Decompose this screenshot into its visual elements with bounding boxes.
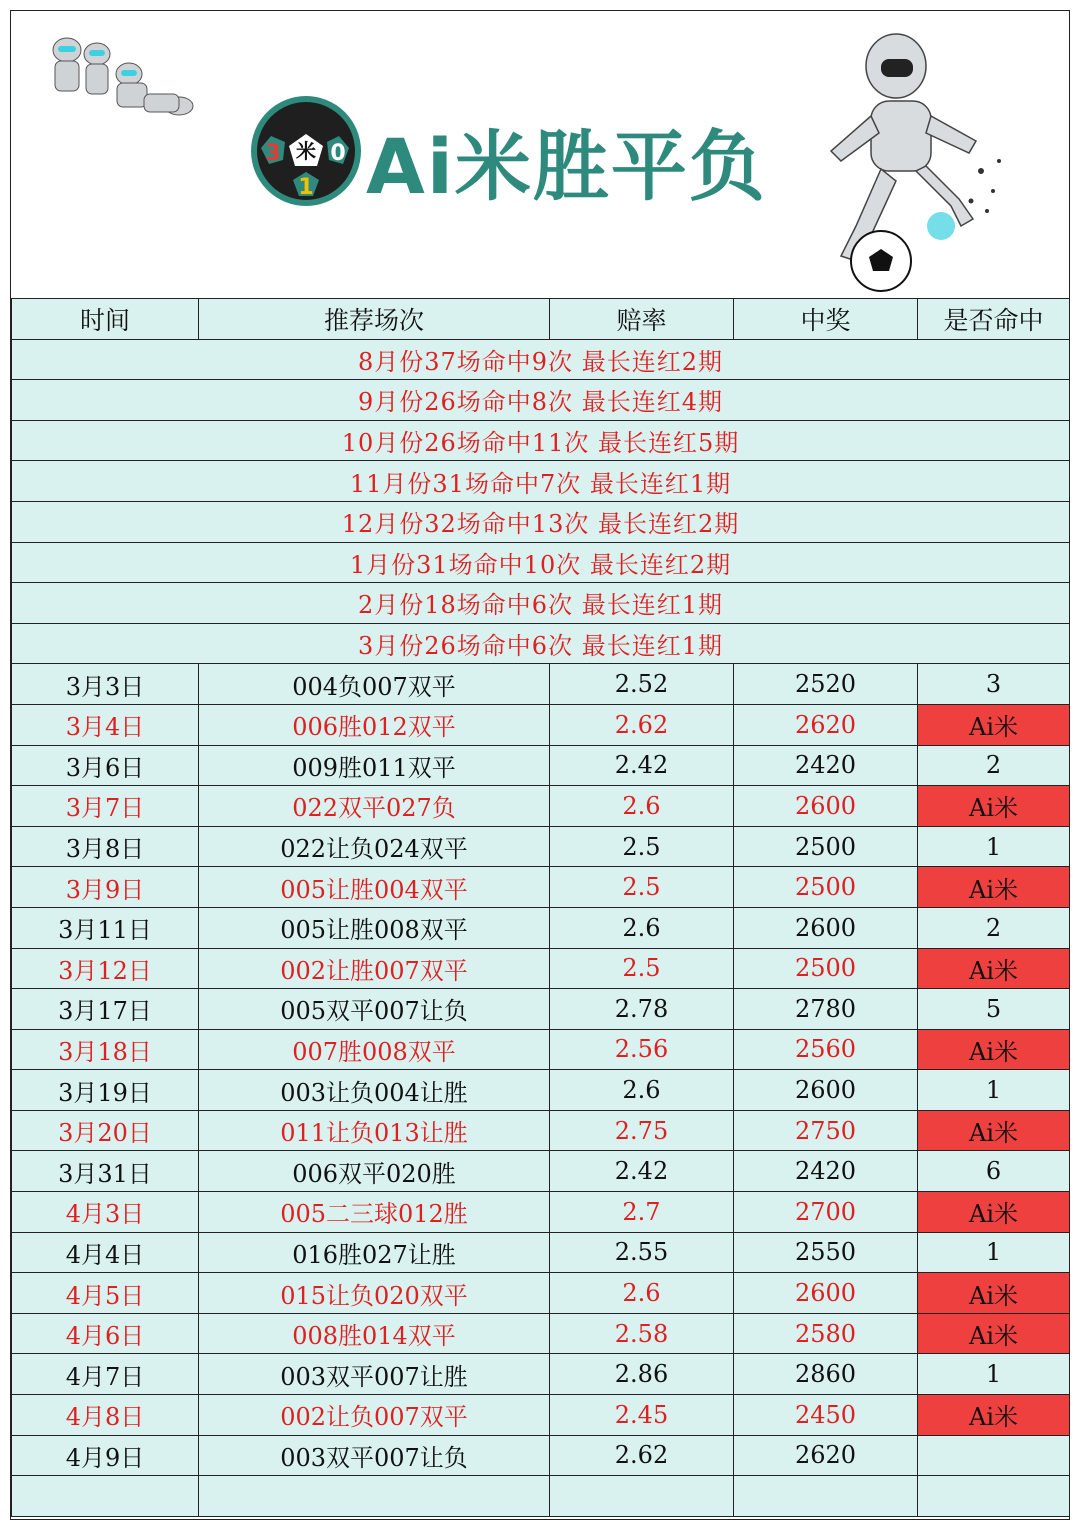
table-row xyxy=(12,1354,1070,1395)
cell-match: 022双平027负 xyxy=(199,786,550,827)
cell-prize: 2600 xyxy=(734,907,918,948)
summary-row xyxy=(12,542,1070,583)
cell-result xyxy=(918,1435,1070,1476)
cell-prize: 2580 xyxy=(734,1313,918,1354)
cell-prize: 2520 xyxy=(734,664,918,705)
cell-date: 3月4日 xyxy=(12,704,199,745)
cell-odds: 2.62 xyxy=(550,1435,734,1476)
cell-odds: 2.5 xyxy=(550,826,734,867)
ball-digit-3: 3 xyxy=(265,141,281,166)
summary-row xyxy=(12,420,1070,461)
cell-odds: 2.6 xyxy=(550,1273,734,1314)
cell-result: Ai米 xyxy=(918,786,1070,827)
table-row xyxy=(12,989,1070,1030)
table-row xyxy=(12,1273,1070,1314)
cell-odds: 2.6 xyxy=(550,1070,734,1111)
cell-date: 3月11日 xyxy=(12,907,199,948)
summary-text: 2月份18场命中6次 最长连红1期 xyxy=(12,583,1070,624)
cell-date: 4月9日 xyxy=(12,1435,199,1476)
header-prize: 中奖 xyxy=(734,299,918,340)
cell-result: 1 xyxy=(918,1354,1070,1395)
cell-prize: 2700 xyxy=(734,1192,918,1233)
cell-odds: 2.5 xyxy=(550,867,734,908)
cell-match xyxy=(199,1476,550,1517)
summary-row xyxy=(12,501,1070,542)
cell-prize: 2560 xyxy=(734,1029,918,1070)
summary-row xyxy=(12,339,1070,380)
cell-result xyxy=(918,1476,1070,1517)
banner-title: Ai米胜平负 xyxy=(366,122,767,211)
cell-match: 002让胜007双平 xyxy=(199,948,550,989)
cell-prize: 2550 xyxy=(734,1232,918,1273)
spreadsheet-sheet xyxy=(10,10,1070,1520)
cell-match: 005让胜004双平 xyxy=(199,867,550,908)
cell-match: 008胜014双平 xyxy=(199,1313,550,1354)
summary-text: 12月份32场命中13次 最长连红2期 xyxy=(12,501,1070,542)
cell-match: 005双平007让负 xyxy=(199,989,550,1030)
cell-match: 015让负020双平 xyxy=(199,1273,550,1314)
cell-match: 011让负013让胜 xyxy=(199,1110,550,1151)
table-row xyxy=(12,1313,1070,1354)
table-row xyxy=(12,867,1070,908)
cell-date: 3月9日 xyxy=(12,867,199,908)
cell-result: 6 xyxy=(918,1151,1070,1192)
cell-odds: 2.6 xyxy=(550,907,734,948)
cell-result: 1 xyxy=(918,1232,1070,1273)
cell-odds: 2.78 xyxy=(550,989,734,1030)
table-row xyxy=(12,1110,1070,1151)
cell-prize: 2600 xyxy=(734,1273,918,1314)
summary-row xyxy=(12,623,1070,664)
header-odds: 赔率 xyxy=(550,299,734,340)
cell-date: 3月31日 xyxy=(12,1151,199,1192)
cell-result: Ai米 xyxy=(918,1029,1070,1070)
summary-text: 10月份26场命中11次 最长连红5期 xyxy=(12,420,1070,461)
cell-match: 004负007双平 xyxy=(199,664,550,705)
cell-odds: 2.55 xyxy=(550,1232,734,1273)
cell-odds: 2.75 xyxy=(550,1110,734,1151)
cell-result: Ai米 xyxy=(918,1273,1070,1314)
cell-match: 016胜027让胜 xyxy=(199,1232,550,1273)
ball-digit-0: 0 xyxy=(330,141,346,166)
cell-match: 003双平007让负 xyxy=(199,1435,550,1476)
soccer-ball-icon xyxy=(251,96,361,206)
cell-result: Ai米 xyxy=(918,1110,1070,1151)
cell-date: 3月7日 xyxy=(12,786,199,827)
table-row xyxy=(12,1395,1070,1436)
cell-result: Ai米 xyxy=(918,948,1070,989)
summary-row xyxy=(12,380,1070,421)
cell-date: 3月12日 xyxy=(12,948,199,989)
results-table xyxy=(11,298,1070,1517)
cell-odds: 2.7 xyxy=(550,1192,734,1233)
cell-date: 3月19日 xyxy=(12,1070,199,1111)
cell-date: 3月8日 xyxy=(12,826,199,867)
cell-date: 4月6日 xyxy=(12,1313,199,1354)
cell-date: 4月7日 xyxy=(12,1354,199,1395)
brand-logo xyxy=(246,96,767,211)
table-row xyxy=(12,745,1070,786)
table-row xyxy=(12,1070,1070,1111)
ball-digit-mi: 米 xyxy=(296,139,316,163)
cell-result: 2 xyxy=(918,745,1070,786)
cell-result: 5 xyxy=(918,989,1070,1030)
cell-date: 3月3日 xyxy=(12,664,199,705)
summary-text: 3月份26场命中6次 最长连红1期 xyxy=(12,623,1070,664)
cell-odds: 2.56 xyxy=(550,1029,734,1070)
cell-odds: 2.86 xyxy=(550,1354,734,1395)
cell-match: 009胜011双平 xyxy=(199,745,550,786)
cell-odds: 2.42 xyxy=(550,745,734,786)
cell-prize: 2620 xyxy=(734,704,918,745)
robot-kicker-icon xyxy=(801,21,1011,296)
header-hit: 是否命中 xyxy=(918,299,1070,340)
table-row xyxy=(12,1435,1070,1476)
cell-date xyxy=(12,1476,199,1517)
header-match: 推荐场次 xyxy=(199,299,550,340)
table-row xyxy=(12,1192,1070,1233)
cell-odds: 2.52 xyxy=(550,664,734,705)
ball-digit-1: 1 xyxy=(298,175,314,200)
cell-prize xyxy=(734,1476,918,1517)
cell-prize: 2750 xyxy=(734,1110,918,1151)
cell-date: 3月18日 xyxy=(12,1029,199,1070)
cell-result: 3 xyxy=(918,664,1070,705)
summary-row xyxy=(12,461,1070,502)
table-row xyxy=(12,948,1070,989)
cell-prize: 2500 xyxy=(734,948,918,989)
banner xyxy=(11,11,1069,298)
summary-text: 8月份37场命中9次 最长连红2期 xyxy=(12,339,1070,380)
cell-match: 006双平020胜 xyxy=(199,1151,550,1192)
cell-odds: 2.6 xyxy=(550,786,734,827)
cell-odds: 2.58 xyxy=(550,1313,734,1354)
cell-result: Ai米 xyxy=(918,1395,1070,1436)
cell-result: 1 xyxy=(918,1070,1070,1111)
cell-prize: 2600 xyxy=(734,786,918,827)
cell-match: 002让负007双平 xyxy=(199,1395,550,1436)
cell-odds: 2.5 xyxy=(550,948,734,989)
cell-date: 4月5日 xyxy=(12,1273,199,1314)
cell-prize: 2420 xyxy=(734,745,918,786)
cell-match: 003双平007让胜 xyxy=(199,1354,550,1395)
cell-match: 005二三球012胜 xyxy=(199,1192,550,1233)
cell-date: 3月20日 xyxy=(12,1110,199,1151)
cell-odds: 2.42 xyxy=(550,1151,734,1192)
table-body xyxy=(12,339,1070,1516)
table-row xyxy=(12,1151,1070,1192)
cell-match: 005让胜008双平 xyxy=(199,907,550,948)
table-row xyxy=(12,826,1070,867)
cell-prize: 2500 xyxy=(734,867,918,908)
summary-text: 1月份31场命中10次 最长连红2期 xyxy=(12,542,1070,583)
table-row xyxy=(12,704,1070,745)
cell-date: 4月3日 xyxy=(12,1192,199,1233)
cell-result: 1 xyxy=(918,826,1070,867)
cell-result: Ai米 xyxy=(918,867,1070,908)
table-row xyxy=(12,664,1070,705)
cell-odds: 2.62 xyxy=(550,704,734,745)
header-date: 时间 xyxy=(12,299,199,340)
cell-odds: 2.45 xyxy=(550,1395,734,1436)
cell-prize: 2450 xyxy=(734,1395,918,1436)
table-row xyxy=(12,907,1070,948)
cell-date: 3月6日 xyxy=(12,745,199,786)
cell-match: 003让负004让胜 xyxy=(199,1070,550,1111)
cell-match: 022让负024双平 xyxy=(199,826,550,867)
table-row xyxy=(12,1029,1070,1070)
cell-result: Ai米 xyxy=(918,1192,1070,1233)
cell-result: Ai米 xyxy=(918,704,1070,745)
cell-prize: 2600 xyxy=(734,1070,918,1111)
cell-prize: 2500 xyxy=(734,826,918,867)
cell-date: 4月8日 xyxy=(12,1395,199,1436)
cell-prize: 2420 xyxy=(734,1151,918,1192)
summary-text: 9月份26场命中8次 最长连红4期 xyxy=(12,380,1070,421)
cell-result: Ai米 xyxy=(918,1313,1070,1354)
table-row xyxy=(12,1232,1070,1273)
table-row xyxy=(12,1476,1070,1517)
summary-text: 11月份31场命中7次 最长连红1期 xyxy=(12,461,1070,502)
summary-row xyxy=(12,583,1070,624)
cell-prize: 2860 xyxy=(734,1354,918,1395)
cell-match: 007胜008双平 xyxy=(199,1029,550,1070)
cell-prize: 2620 xyxy=(734,1435,918,1476)
table-header-row xyxy=(12,299,1070,340)
cell-date: 4月4日 xyxy=(12,1232,199,1273)
cell-date: 3月17日 xyxy=(12,989,199,1030)
robot-group-icon xyxy=(49,36,199,121)
cell-match: 006胜012双平 xyxy=(199,704,550,745)
cell-result: 2 xyxy=(918,907,1070,948)
cell-odds xyxy=(550,1476,734,1517)
cell-prize: 2780 xyxy=(734,989,918,1030)
table-row xyxy=(12,786,1070,827)
